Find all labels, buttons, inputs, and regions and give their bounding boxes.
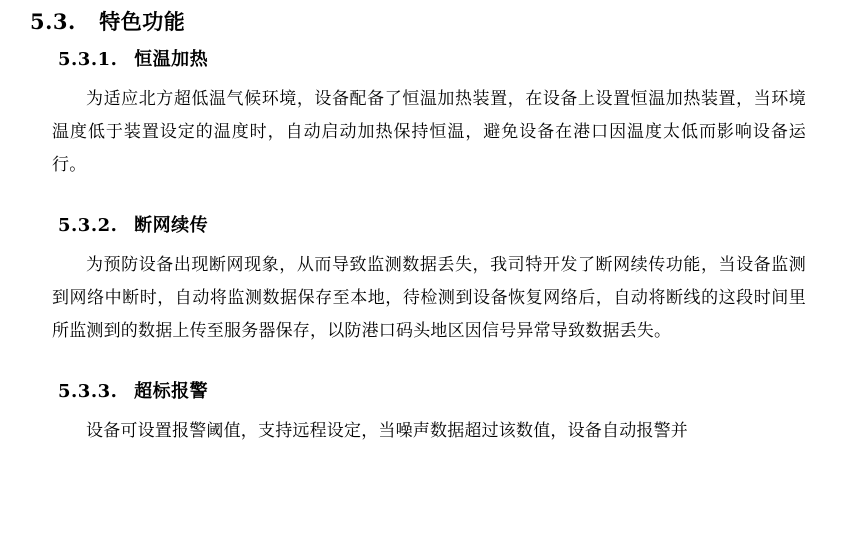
subsection-heading-1 (58, 46, 814, 73)
subsection-heading-2 (58, 212, 814, 239)
section-heading (30, 6, 814, 38)
spacer-1 (30, 182, 814, 204)
spacer-2 (30, 348, 814, 370)
subsection-paragraph-2: 为预防设备出现断网现象，从而导致监测数据丢失，我司特开发了断网续传功能，当设备监测到网络中断时，自动将监测数据保存至本地，待检测到设备恢复网络后，自动将断线的这段时间里所监测到的数据上传至服务器保存，以防港口码头地区因信号异常导致数据丢失。 (52, 254, 806, 342)
section-number: 5.3. (30, 9, 76, 34)
subsection-title-1: 恒温加热 (134, 48, 209, 70)
subsection-paragraph-1: 为适应北方超低温气候环境，设备配备了恒温加热装置，在设备上设置恒温加热装置，当环境温度低于装置设定的温度时，自动启动加热保持恒温，避免设备在港口因温度太低而影响设备运行。 (52, 88, 806, 175)
subsection-title-2: 断网续传 (134, 214, 209, 236)
subsection-number-3: 5.3.3. (58, 381, 118, 403)
document-page (0, 6, 850, 553)
section-title: 特色功能 (99, 9, 186, 34)
subsection-number-2: 5.3.2. (58, 214, 118, 236)
subsection-title-3: 超标报警 (134, 381, 209, 403)
subsection-number-1: 5.3.1. (58, 48, 118, 70)
subsection-heading-3 (58, 378, 814, 405)
subsection-paragraph-3: 设备可设置报警阈值，支持远程设定，当噪声数据超过该数值，设备自动报警并 (86, 421, 688, 442)
